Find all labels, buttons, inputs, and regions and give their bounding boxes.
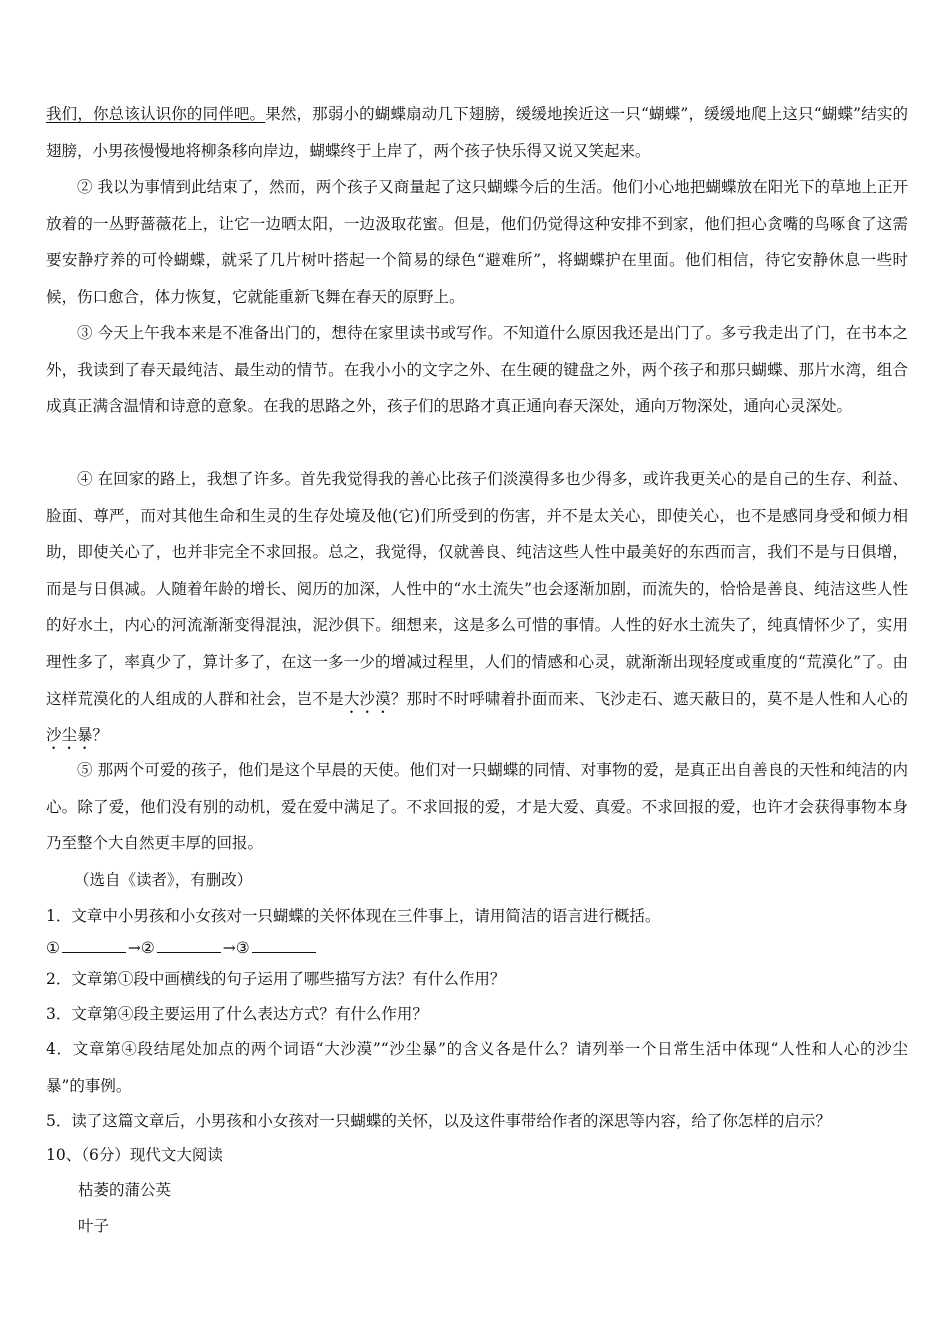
- section-heading: 10、（6分）现代文大阅读: [46, 1146, 223, 1164]
- question-2: 2．文章第①段中画横线的句子运用了哪些描写方法？有什么作用？: [46, 970, 506, 988]
- paragraph-4-text-c: ？: [92, 726, 109, 745]
- paragraph-4-text-b: ？那时不时呼啸着扑面而来、飞沙走石、遮天蔽日的，莫不是人性和人心的: [390, 689, 908, 708]
- emphasized-word-sandstorm: 沙尘暴: [46, 726, 93, 745]
- article-author: 叶子: [78, 1217, 110, 1235]
- question-1: 1．文章中小男孩和小女孩对一只蝴蝶的关怀体现在三件事上，请用简洁的语言进行概括。: [46, 907, 661, 925]
- answer-blank-1[interactable]: [62, 936, 126, 953]
- article-title: 枯萎的蒲公英: [78, 1181, 172, 1199]
- blank-label-2: →②: [127, 939, 155, 957]
- question-4: 4．文章第④段结尾处加点的两个词语“大沙漠”“沙尘暴”的含义各是什么？请列举一个日常生活中体现“人性和人心的沙尘暴”的事例。: [46, 1040, 908, 1095]
- paragraph-4: [46, 461, 908, 754]
- paragraph-3: ③ 今天上午我本来是不准备出门的，想待在家里读书或写作。不知道什么原因我还是出门了。多亏我走出了门，在书本之外，我读到了春天最纯洁、最生动的情节。在我小小的文字之外、在生硬的键盘之外，两个孩子和那只蝴蝶、那片水湾，组合成真正满含温情和诗意的意象。在我的思路之外，孩子们的思路才真正通向春天深处，通向万物深处，通向心灵深处。: [46, 324, 908, 416]
- paragraph-5: ⑤ 那两个可爱的孩子，他们是这个早晨的天使。他们对一只蝴蝶的同情、对事物的爱，是真正出自善良的天性和纯洁的内心。除了爱，他们没有别的动机，爱在爱中满足了。不求回报的爱，才是大爱、真爱。不求回报的爱，也许才会获得事物本身乃至整个大自然更丰厚的回报。: [46, 761, 908, 853]
- question-3: 3．文章第④段主要运用了什么表达方式？有什么作用？: [46, 1005, 428, 1023]
- blank-label-1: ①: [46, 939, 60, 957]
- emphasized-word-desert: 大沙漠: [343, 689, 391, 708]
- paragraph-1-text: 果然，那弱小的蝴蝶扇动几下翅膀，缓缓地挨近这一只“蝴蝶”，缓缓地爬上这只“蝴蝶”结实的翅膀，小男孩慢慢地将柳条移向岸边，蝴蝶终于上岸了，两个孩子快乐得又说又笑起来。: [46, 105, 908, 160]
- paragraph-2: ② 我以为事情到此结束了，然而，两个孩子又商量起了这只蝴蝶今后的生活。他们小心地把蝴蝶放在阳光下的草地上正开放着的一丛野蔷薇花上，让它一边晒太阳，一边汲取花蜜。但是，他们仍觉得这种安排不到家，他们担心贪嘴的鸟啄食了这需要安静疗养的可怜蝴蝶，就采了几片树叶搭起一个简易的绿色“避难所”，将蝴蝶护在里面。他们相信，待它安静休息一些时候，伤口愈合，体力恢复，它就能重新飞舞在春天的原野上。: [46, 178, 908, 306]
- underlined-sentence: 我们，你总该认识你的同伴吧。: [46, 105, 266, 123]
- question-5: 5．读了这篇文章后，小男孩和小女孩对一只蝴蝶的关怀，以及这件事带给作者的深思等内容，给了你怎样的启示？: [46, 1112, 831, 1130]
- source-note: （选自《读者》，有删改）: [74, 871, 253, 889]
- paragraph-1-end: [46, 96, 908, 169]
- answer-blank-2[interactable]: [157, 936, 221, 953]
- answer-blank-3[interactable]: [252, 936, 316, 953]
- blank-label-3: →③: [222, 939, 250, 957]
- paragraph-4-text-a: ④ 在回家的路上，我想了许多。首先我觉得我的善心比孩子们淡漠得多也少得多，或许我更关心的是自己的生存、利益、脸面、尊严，而对其他生命和生灵的生存处境及他(它)们所受到的伤害，并不是太关心，即使关心，也不是感同身受和倾力相助，即使关心了，也并非完全不求回报。总之，我觉得，仅就善良、纯洁这些人性中最美好的东西而言，我们不是与日俱增，而是与日俱减。人随着年龄的增长、阅历的加深，人性中的“水土流失”也会逐渐加剧，而流失的，恰恰是善良、纯洁这些人性的好水土，内心的河流渐渐变得混浊，泥沙俱下。细想来，这是多么可惜的事情。人性的好水土流失了，纯真情怀少了，实用理性多了，率真少了，算计多了，在这一多一少的增减过程里，人们的情感和心灵，就渐渐出现轻度或重度的“荒漠化”了。由这样荒漠化的人组成的人群和社会，岂不是: [46, 470, 908, 708]
